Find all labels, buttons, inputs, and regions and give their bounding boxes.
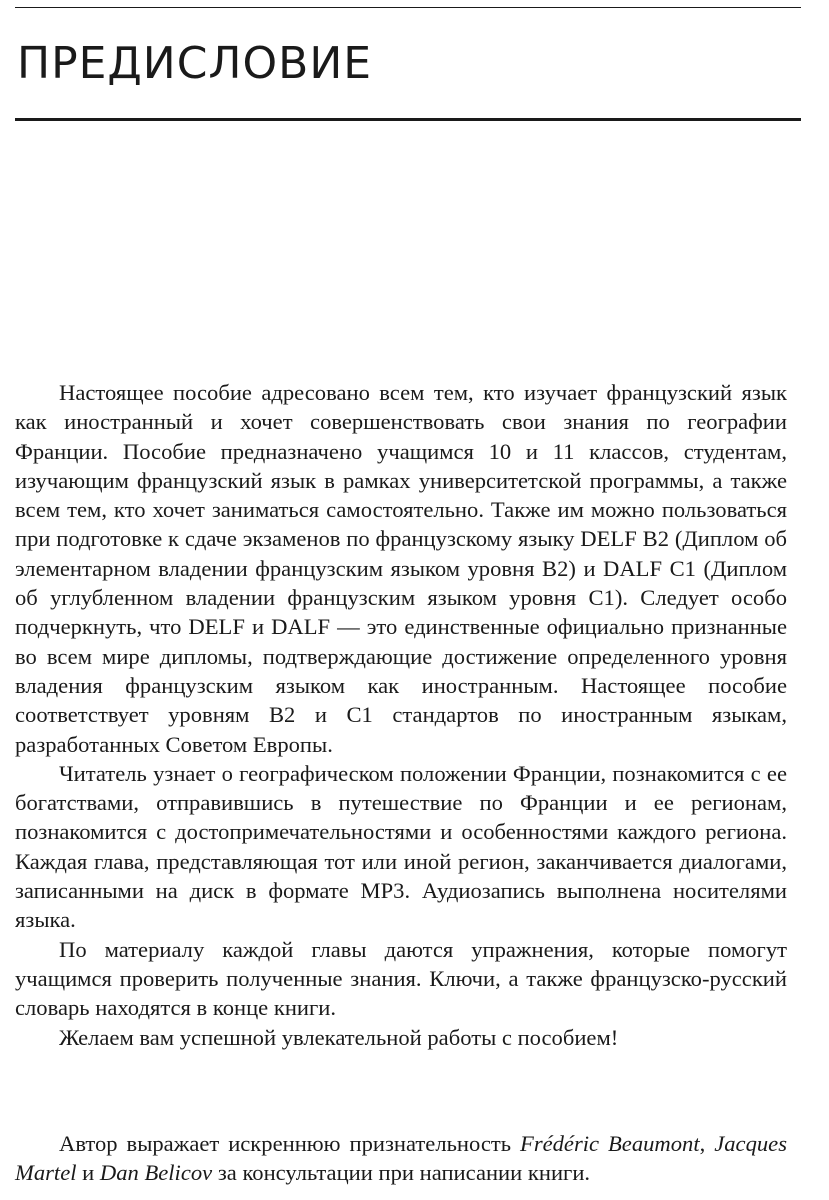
acknowledgement — [15, 1129, 787, 1188]
ack-separator-1: , — [699, 1131, 715, 1156]
top-rule — [15, 7, 801, 8]
preface-body — [15, 378, 787, 1052]
ack-separator-2: и — [76, 1160, 100, 1186]
ack-prefix: Автор выражает искреннюю признательность — [59, 1131, 521, 1156]
ack-person-1: Frédéric Beaumont — [520, 1131, 700, 1156]
paragraph-intro: Настоящее пособие адресовано всем тем, кто изучает французский язык как иностранный и хочет совершенствовать свои знания по географии Франции. Пособие предназначено учащимся 10 и 11 классов, студентам, изучающим французский язык в рамках университетской программы, а также всем тем, кто хочет заниматься самостоятельно. Также им можно пользоваться при подготовке к сдаче экзаменов по французскому языку DELF B2 (Диплом об элементарном владении французским языком уровня B2) и DALF C1 (Диплом об углубленном владении французским языком уровня C1). Следует особо подчеркнуть, что DELF и DALF — это единственные официально признанные во всем мире дипломы, подтверждающие достижение определенного уровня владения французским языком как иностранным. Настоящее пособие соответствует уровням B2 и C1 стандартов по иностранным языкам, разработанных Советом Европы. — [15, 380, 787, 757]
ack-suffix: за консультации при написании книги. — [212, 1160, 591, 1186]
title-underline — [15, 118, 801, 121]
ack-person-2: Jacques Martel — [15, 1131, 787, 1186]
paragraph-wishes: Желаем вам успешной увлекательной работы с пособием! — [59, 1024, 619, 1050]
paragraph-exercises: По материалу каждой главы даются упражнения, которые помогут учащимся проверить полученные знания. Ключи, а также французско-русский словарь находятся в конце книги. — [15, 936, 787, 1021]
page-title: ПРЕДИСЛОВИЕ — [17, 38, 373, 89]
paragraph-content: Читатель узнает о географическом положении Франции, познакомится с ее богатствами, отправившись в путешествие по Франции и ее регионам, познакомится с достопримечательностями и особенностями каждого региона. Каждая глава, представляющая тот или иной регион, заканчивается диалогами, записанными на диск в формате MP3. Аудиозапись выполнена носителями языка. — [15, 760, 787, 933]
ack-person-3: Dan Belicov — [99, 1160, 213, 1186]
